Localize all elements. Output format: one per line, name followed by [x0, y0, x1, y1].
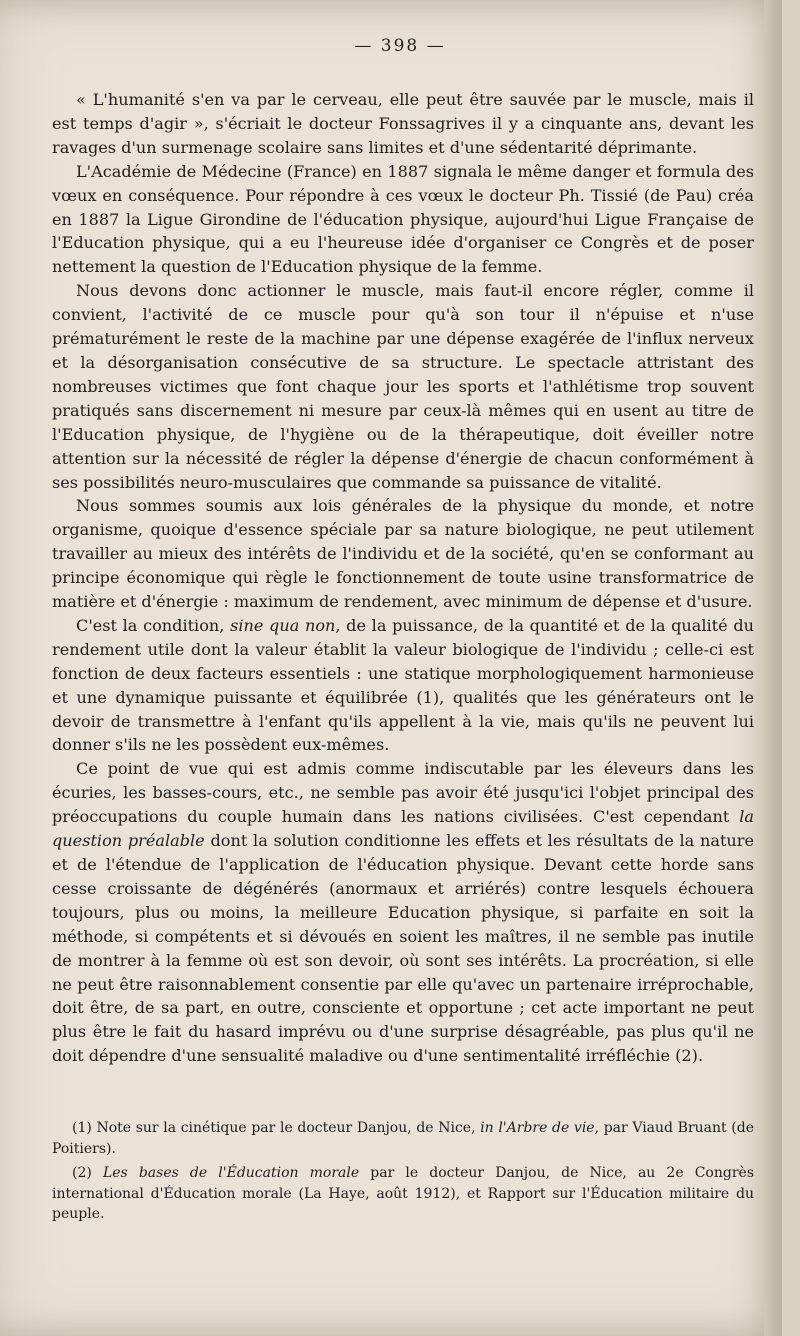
paragraph-6-italic: la question préalable	[52, 807, 754, 851]
paragraph-5-italic: sine qua non	[230, 615, 336, 635]
paragraph-5	[52, 614, 754, 757]
paragraph-6	[52, 757, 754, 1068]
footnote-2-italic: Les bases de l'Éducation morale	[102, 1165, 360, 1181]
footnote-2-start: (2)	[72, 1165, 103, 1181]
footnotes	[52, 1118, 754, 1229]
footnote-1-start: (1) Note sur la cinétique par le docteur Danjou, de Nice,	[72, 1120, 481, 1136]
paragraph-5-start: C'est la condition,	[76, 615, 231, 635]
footnote-2	[52, 1163, 754, 1225]
footnote-1-end: , par Viaud Bruant (de Poitiers).	[52, 1120, 754, 1157]
paragraph-1: « L'humanité s'en va par le cerveau, elle peut être sauvée par le muscle, mais il est temps d'agir », s'écriait le docteur Fonssagrives il y a cinquante ans, devant les ravages d'un surmenage scolaire sans limites et d'une sédentarité déprimante.	[52, 90, 754, 157]
footnote-2-end: par le docteur Danjou, de Nice, au 2e Congrès international d'Éducation morale (La Haye, août 1912), et Rapport sur l'Éducation militaire du peuple.	[52, 1165, 755, 1222]
paragraph-5-end: , de la puissance, de la quantité et de la qualité du rendement utile dont la valeur établit la valeur biologique de l'individu ; celle-ci est fonction de deux facteurs essentiels : une statique morphologiquement harmonieuse et une dynamique puissante et équilibrée (1), qualités que les générateurs ont le devoir de transmettre à l'enfant qu'ils appellent à la vie, mais qu'ils ne peuvent lui donner s'ils ne les possèdent eux-mêmes.	[52, 615, 754, 755]
page-edge-shadow	[764, 0, 782, 1336]
body-text	[52, 88, 754, 1068]
page-number: — 398 —	[354, 36, 446, 56]
footnote-1	[52, 1118, 754, 1159]
footnote-1-italic: in l'Arbre de vie	[480, 1120, 595, 1136]
paragraph-3: Nous devons donc actionner le muscle, mais faut-il encore régler, comme il convient, l'activité de ce muscle pour qu'à son tour il n'épuise et n'use prématurément le reste de la machine par une dépense exagérée de l'influx nerveux et la désorganisation consécutive de sa structure. Le spectacle attristant des nombreuses victimes que font chaque jour les sports et l'athlétisme trop souvent pratiqués sans discernement ni mesure par ceux-là mêmes qui en usent au titre de l'Education physique, de l'hygiène ou de la thérapeutique, doit éveiller notre attention sur la nécessité de régler la dépense d'énergie de chacun conformément à ses possibilités neuro-musculaires que commande sa puissance de vitalité.	[52, 281, 754, 492]
paragraph-6-end: dont la solution conditionne les effets et les résultats de la nature et de l'étendue de l'application de l'éducation physique. Devant cette horde sans cesse croissante de dégénérés (anormaux et arriérés) contre lesquels échouera toujours, plus ou moins, la meilleure Education physique, si parfaite en soit la méthode, si compétents et si dévoués en soient les maîtres, il ne semble pas inutile de montrer à la femme où est son devoir, où sont ses intérêts. La procréation, si elle ne peut être raisonnablement consentie par elle qu'avec un partenaire irréprochable, doit être, de sa part, en outre, consciente et opportune ; cet acte important ne peut plus être le fait du hasard imprévu ou d'une surprise désagréable, pas plus qu'il ne doit dépendre d'une sensualité maladive ou d'une sentimentalité irréfléchie (2).	[52, 831, 754, 1066]
paragraph-4: Nous sommes soumis aux lois générales de la physique du monde, et notre organisme, quoique d'essence spéciale par sa nature biologique, ne peut utilement travailler au mieux des intérêts de l'individu et de la société, qu'en se conformant au principe économique qui règle le fonctionnement de toute usine transformatrice de matière et d'énergie : maximum de rendement, avec minimum de dépense et d'usure.	[52, 496, 754, 612]
paragraph-6-start: Ce point de vue qui est admis comme indiscutable par les éleveurs dans les écuries, les basses-cours, etc., ne semble pas avoir été jusqu'ici l'objet principal des préoccupations du couple humain dans les nations civilisées. C'est cependant	[52, 759, 754, 827]
paragraph-2: L'Académie de Médecine (France) en 1887 signala le même danger et formula des vœux en conséquence. Pour répondre à ces vœux le docteur Ph. Tissié (de Pau) créa en 1887 la Ligue Girondine de l'éducation physique, aujourd'hui Ligue Française de l'Education physique, qui a eu l'heureuse idée d'organiser ce Congrès et de poser nettement la question de l'Education physique de la femme.	[52, 161, 754, 277]
